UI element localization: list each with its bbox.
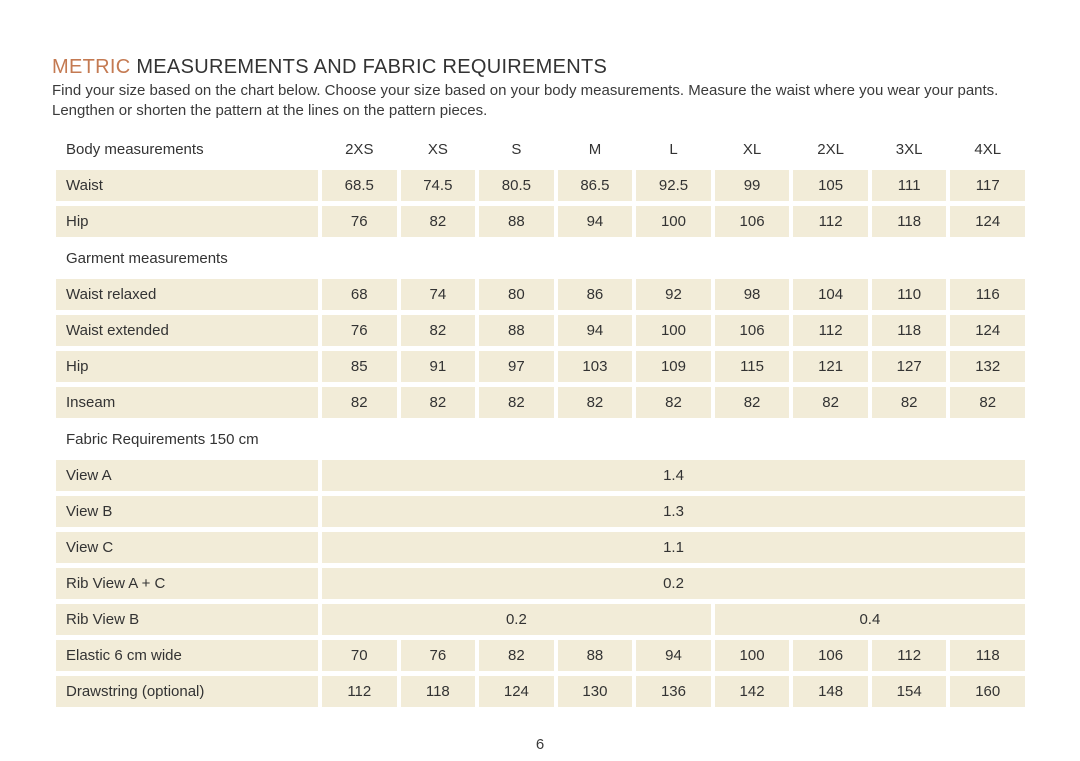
size-column-header: M <box>588 140 602 158</box>
size-column-header: 3XL <box>895 140 923 158</box>
value-cell: 99 <box>715 170 790 201</box>
size-column-header: 4XL <box>974 140 1002 158</box>
value-cell: 92 <box>636 279 711 310</box>
value-cell: 117 <box>950 170 1025 201</box>
value-cell: 116 <box>950 279 1025 310</box>
value-cell: 94 <box>558 315 633 346</box>
value-cell: 136 <box>636 676 711 707</box>
value-cell: 94 <box>558 206 633 237</box>
size-column-header: XL <box>742 140 762 158</box>
value-cell: 82 <box>401 206 476 237</box>
value-cell: 124 <box>479 676 554 707</box>
size-column-header: S <box>511 140 522 158</box>
value-cell: 68.5 <box>322 170 397 201</box>
size-column-header: 2XS <box>345 140 374 158</box>
value-cell: 121 <box>793 351 868 382</box>
size-table <box>56 133 1025 707</box>
value-cell: 82 <box>558 387 633 418</box>
row-label: View B <box>56 496 318 527</box>
value-cell: 82 <box>401 387 476 418</box>
value-cell: 160 <box>950 676 1025 707</box>
value-cell: 124 <box>950 206 1025 237</box>
row-label: Waist extended <box>56 315 318 346</box>
value-cell-span: 0.4 <box>715 604 1025 635</box>
value-cell: 118 <box>872 206 947 237</box>
size-column-header: L <box>669 140 678 158</box>
value-cell: 82 <box>793 387 868 418</box>
value-cell: 94 <box>636 640 711 671</box>
value-cell: 115 <box>715 351 790 382</box>
value-cell: 106 <box>715 206 790 237</box>
value-cell: 74 <box>401 279 476 310</box>
value-cell: 82 <box>322 387 397 418</box>
value-cell: 124 <box>950 315 1025 346</box>
value-cell: 100 <box>636 315 711 346</box>
value-cell: 76 <box>322 206 397 237</box>
section-header: Garment measurements <box>66 249 228 267</box>
value-cell: 111 <box>872 170 947 201</box>
value-cell-span: 1.4 <box>322 460 1025 491</box>
row-label: Hip <box>56 351 318 382</box>
row-label: Inseam <box>56 387 318 418</box>
value-cell: 118 <box>401 676 476 707</box>
value-cell-span: 0.2 <box>322 568 1025 599</box>
value-cell: 118 <box>950 640 1025 671</box>
page-title-rest: MEASUREMENTS AND FABRIC REQUIREMENTS <box>130 56 608 78</box>
row-label: Rib View B <box>56 604 318 635</box>
value-cell: 110 <box>872 279 947 310</box>
value-cell: 82 <box>636 387 711 418</box>
value-cell: 68 <box>322 279 397 310</box>
section-header: Fabric Requirements 150 cm <box>66 430 259 448</box>
row-label: Elastic 6 cm wide <box>56 640 318 671</box>
value-cell: 91 <box>401 351 476 382</box>
value-cell: 82 <box>479 387 554 418</box>
page-title-accent: METRIC <box>52 56 131 78</box>
value-cell: 82 <box>715 387 790 418</box>
value-cell: 132 <box>950 351 1025 382</box>
value-cell: 103 <box>558 351 633 382</box>
value-cell-span: 1.1 <box>322 532 1025 563</box>
value-cell: 88 <box>479 206 554 237</box>
value-cell: 70 <box>322 640 397 671</box>
value-cell: 105 <box>793 170 868 201</box>
value-cell: 88 <box>558 640 633 671</box>
value-cell: 118 <box>872 315 947 346</box>
row-label: Drawstring (optional) <box>56 676 318 707</box>
row-label: Rib View A + C <box>56 568 318 599</box>
value-cell: 148 <box>793 676 868 707</box>
value-cell: 112 <box>793 315 868 346</box>
value-cell: 98 <box>715 279 790 310</box>
value-cell: 100 <box>715 640 790 671</box>
value-cell: 97 <box>479 351 554 382</box>
value-cell: 82 <box>401 315 476 346</box>
size-column-header: XS <box>427 140 448 158</box>
value-cell: 80 <box>479 279 554 310</box>
value-cell: 109 <box>636 351 711 382</box>
value-cell: 76 <box>322 315 397 346</box>
value-cell: 106 <box>715 315 790 346</box>
value-cell: 82 <box>872 387 947 418</box>
value-cell: 82 <box>479 640 554 671</box>
value-cell: 85 <box>322 351 397 382</box>
value-cell-span: 0.2 <box>322 604 711 635</box>
row-label: View C <box>56 532 318 563</box>
value-cell: 112 <box>322 676 397 707</box>
size-column-header: 2XL <box>817 140 844 158</box>
row-label: Waist <box>56 170 318 201</box>
page-number: 6 <box>535 736 545 753</box>
value-cell: 106 <box>793 640 868 671</box>
intro-paragraph: Find your size based on the chart below. Choose your size based on your body measurements. Measure the waist where you wear your pants. Lengthen or shorten the pattern at the lines on the pattern pieces. <box>52 82 999 119</box>
value-cell: 74.5 <box>401 170 476 201</box>
page-title <box>52 56 607 79</box>
row-label: Hip <box>56 206 318 237</box>
value-cell: 92.5 <box>636 170 711 201</box>
value-cell-span: 1.3 <box>322 496 1025 527</box>
value-cell: 80.5 <box>479 170 554 201</box>
value-cell: 130 <box>558 676 633 707</box>
value-cell: 112 <box>793 206 868 237</box>
value-cell: 100 <box>636 206 711 237</box>
row-label: View A <box>56 460 318 491</box>
value-cell: 127 <box>872 351 947 382</box>
value-cell: 86.5 <box>558 170 633 201</box>
value-cell: 154 <box>872 676 947 707</box>
row-label: Waist relaxed <box>56 279 318 310</box>
value-cell: 86 <box>558 279 633 310</box>
value-cell: 76 <box>401 640 476 671</box>
value-cell: 88 <box>479 315 554 346</box>
value-cell: 112 <box>872 640 947 671</box>
section-header: Body measurements <box>66 140 204 158</box>
value-cell: 142 <box>715 676 790 707</box>
value-cell: 104 <box>793 279 868 310</box>
value-cell: 82 <box>950 387 1025 418</box>
